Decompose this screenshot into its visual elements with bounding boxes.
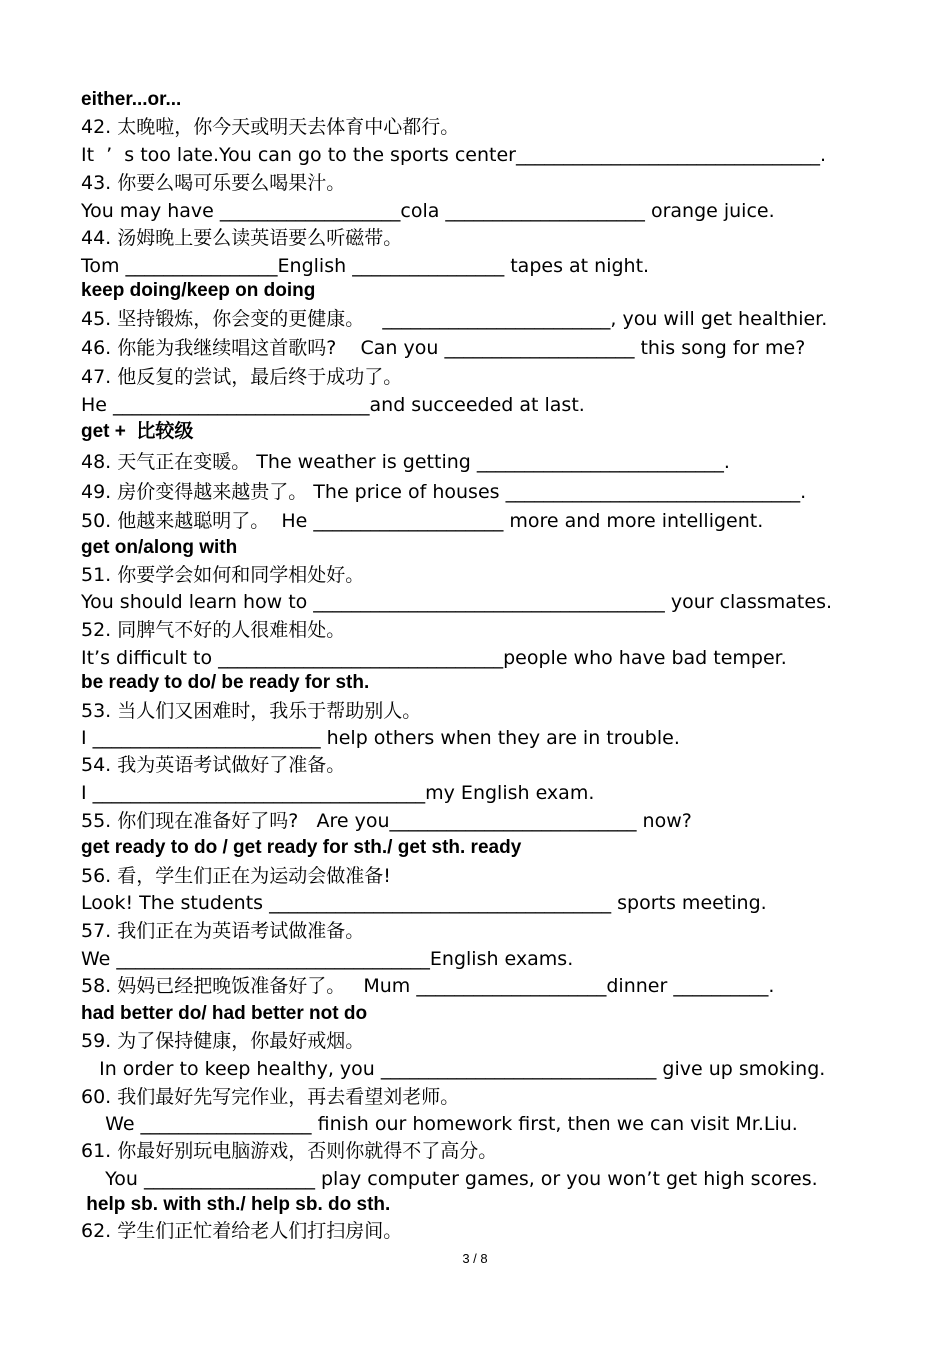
exercise-line: 49. 房价变得越来越贵了。 The price of houses _______________________________.	[81, 481, 807, 503]
exercise-line: You may have ___________________cola _____________________ orange juice.	[81, 200, 775, 222]
section-heading: get + 比较级	[81, 421, 194, 442]
exercise-line: I ___________________________________my English exam.	[81, 782, 595, 804]
section-heading: had better do/ had better not do	[81, 1003, 368, 1024]
exercise-line: 51. 你要学会如何和同学相处好。	[81, 564, 365, 586]
section-heading: get on/along with	[81, 537, 238, 558]
section-heading: get ready to do / get ready for sth./ get sth. ready	[81, 837, 522, 858]
exercise-line: 55. 你们现在准备好了吗? Are you__________________________ now?	[81, 810, 692, 832]
exercise-line: Look! The students ____________________________________ sports meeting.	[81, 892, 767, 914]
exercise-line: Tom ________________English ________________ tapes at night.	[81, 255, 650, 277]
exercise-line: 47. 他反复的尝试，最后终于成功了。	[81, 366, 403, 388]
section-heading: be ready to do/ be ready for sth.	[81, 672, 370, 693]
exercise-line: 53. 当人们又困难时，我乐于帮助别人。	[81, 700, 422, 722]
exercise-line: 60. 我们最好先写完作业，再去看望刘老师。	[81, 1086, 460, 1108]
exercise-line: 58. 妈妈已经把晚饭准备好了。 Mum ____________________dinner __________.	[81, 975, 775, 997]
exercise-line: 56. 看，学生们正在为运动会做准备!	[81, 865, 391, 887]
exercise-line: In order to keep healthy, you _____________________________ give up smoking.	[81, 1058, 826, 1080]
exercise-line: 54. 我为英语考试做好了准备。	[81, 754, 346, 776]
exercise-line: 44. 汤姆晚上要么读英语要么听磁带。	[81, 227, 403, 249]
exercise-line: 48. 天气正在变暖。 The weather is getting __________________________.	[81, 451, 730, 473]
exercise-line: You __________________ play computer games, or you won’t get high scores.	[81, 1168, 818, 1190]
exercise-line: We _________________________________English exams.	[81, 948, 574, 970]
exercise-line: We __________________ finish our homework first, then we can visit Mr.Liu.	[81, 1113, 798, 1135]
exercise-line: 50. 他越来越聪明了。 He ____________________ more and more intelligent.	[81, 510, 764, 532]
exercise-line: 45. 坚持锻炼，你会变的更健康。 ________________________, you will get healthier.	[81, 308, 828, 330]
page-number: 3 / 8	[462, 1251, 488, 1266]
exercise-line: 43. 你要么喝可乐要么喝果汁。	[81, 172, 346, 194]
exercise-line: 42. 太晚啦，你今天或明天去体育中心都行。	[81, 116, 460, 138]
exercise-line: 52. 同脾气不好的人很难相处。	[81, 619, 346, 641]
exercise-line: It ’ s too late.You can go to the sports center________________________________.	[81, 144, 826, 166]
exercise-line: He ___________________________and succeeded at last.	[81, 394, 585, 416]
section-heading: either...or...	[81, 89, 182, 110]
exercise-line: 46. 你能为我继续唱这首歌吗? Can you ____________________ this song for me?	[81, 337, 806, 359]
section-heading: keep doing/keep on doing	[81, 280, 316, 301]
exercise-line: You should learn how to _____________________________________ your classmates.	[81, 591, 833, 613]
exercise-line: I ________________________ help others when they are in trouble.	[81, 727, 680, 749]
exercise-line: It’s difficult to ______________________________people who have bad temper.	[81, 647, 787, 669]
exercise-line: 62. 学生们正忙着给老人们打扫房间。	[81, 1220, 403, 1242]
exercise-line: 57. 我们正在为英语考试做准备。	[81, 920, 365, 942]
exercise-line: 61. 你最好别玩电脑游戏，否则你就得不了高分。	[81, 1140, 498, 1162]
exercise-line: 59. 为了保持健康，你最好戒烟。	[81, 1030, 365, 1052]
section-heading: help sb. with sth./ help sb. do sth.	[81, 1194, 391, 1215]
